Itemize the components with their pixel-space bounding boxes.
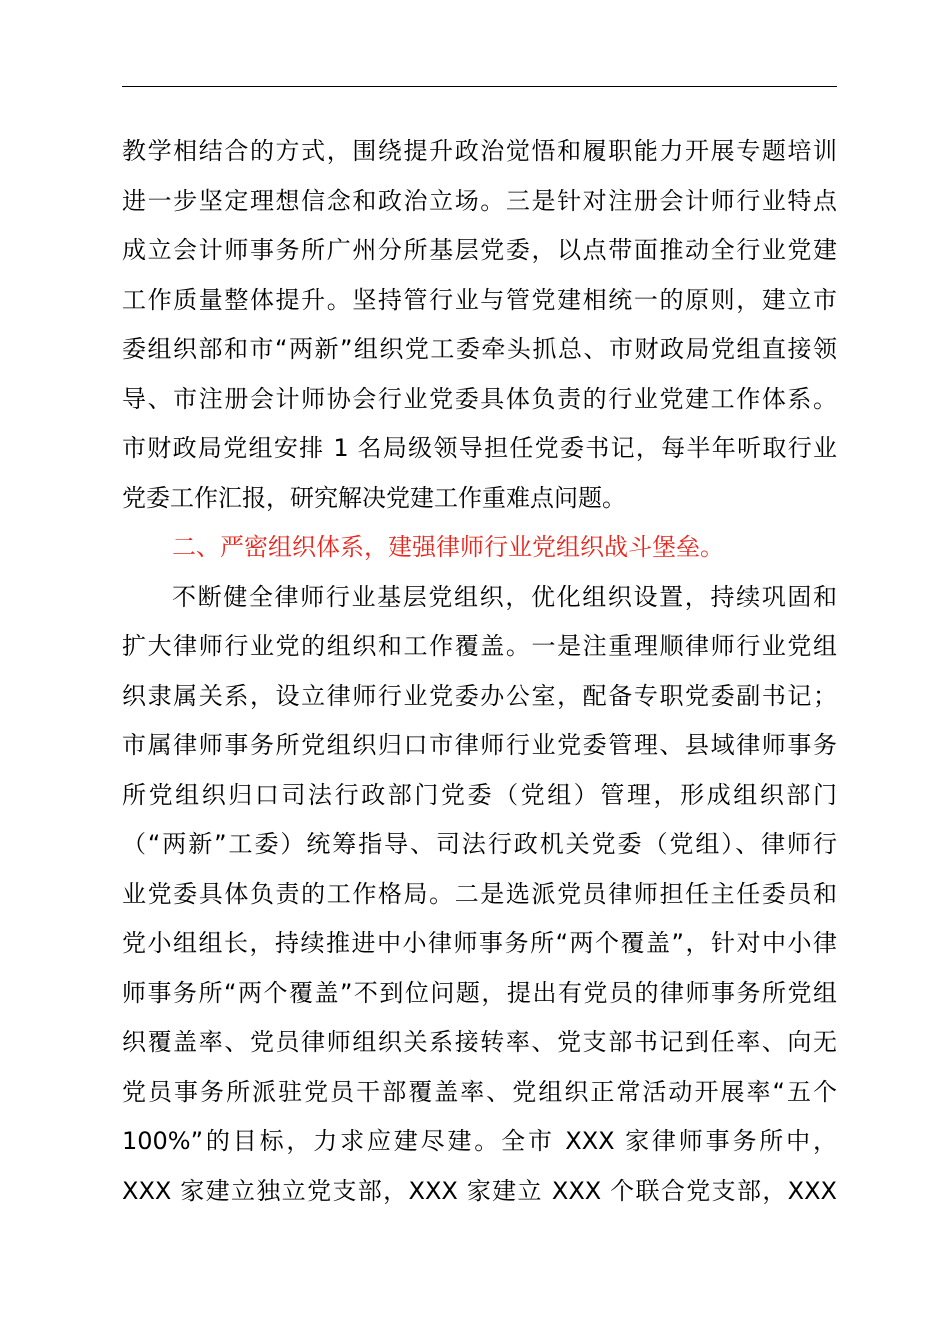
text-line: 扩大律师行业党的组织和工作覆盖。一是注重理顺律师行业党组 bbox=[122, 632, 837, 660]
text-line: 织隶属关系，设立律师行业党委办公室，配备专职党委副书记； bbox=[122, 681, 837, 710]
text-line: 党委工作汇报，研究解决党建工作重难点问题。 bbox=[122, 483, 626, 512]
text-line: 业党委具体负责的工作格局。二是选派党员律师担任主任委员和 bbox=[122, 879, 837, 908]
text-line: 市属律师事务所党组织归口市律师行业党委管理、县域律师事务 bbox=[122, 731, 837, 759]
text-line: 师事务所“两个覆盖”不到位问题，提出有党员的律师事务所党组 bbox=[122, 978, 837, 1007]
text-line: 市财政局党组安排 1 名局级领导担任党委书记，每半年听取行业 bbox=[122, 434, 837, 462]
text-line: 教学相结合的方式，围绕提升政治觉悟和履职能力开展专题培训 bbox=[122, 137, 837, 165]
text-line: 工作质量整体提升。坚持管行业与管党建相统一的原则，建立市 bbox=[122, 285, 837, 314]
text-line: （“两新”工委）统筹指导、司法行政机关党委（党组）、律师行 bbox=[122, 830, 837, 858]
text-line: XXX 家建立独立党支部，XXX 家建立 XXX 个联合党支部，XXX bbox=[122, 1176, 837, 1205]
section-heading: 二、严密组织体系，建强律师行业党组织战斗堡垒。 bbox=[172, 533, 724, 561]
text-line: 成立会计师事务所广州分所基层党委，以点带面推动全行业党建 bbox=[122, 236, 837, 264]
text-line: 所党组织归口司法行政部门党委（党组）管理，形成组织部门 bbox=[122, 780, 837, 809]
header-rule bbox=[122, 86, 837, 87]
text-line: 100%”的目标，力求应建尽建。全市 XXX 家律师事务所中， bbox=[122, 1127, 837, 1155]
text-line: 党小组组长，持续推进中小律师事务所“两个覆盖”，针对中小律 bbox=[122, 929, 837, 957]
text-line: 织覆盖率、党员律师组织关系接转率、党支部书记到任率、向无 bbox=[122, 1028, 837, 1056]
text-line: 进一步坚定理想信念和政治立场。三是针对注册会计师行业特点 bbox=[122, 186, 837, 215]
text-line: 委组织部和市“两新”组织党工委牵头抓总、市财政局党组直接领 bbox=[122, 335, 837, 363]
text-line: 不断健全律师行业基层党组织，优化组织设置，持续巩固和 bbox=[172, 582, 837, 611]
document-body bbox=[122, 127, 837, 1216]
text-line: 导、市注册会计师协会行业党委具体负责的行业党建工作体系。 bbox=[122, 384, 837, 413]
text-line: 党员事务所派驻党员干部覆盖率、党组织正常活动开展率“五个 bbox=[122, 1077, 837, 1106]
